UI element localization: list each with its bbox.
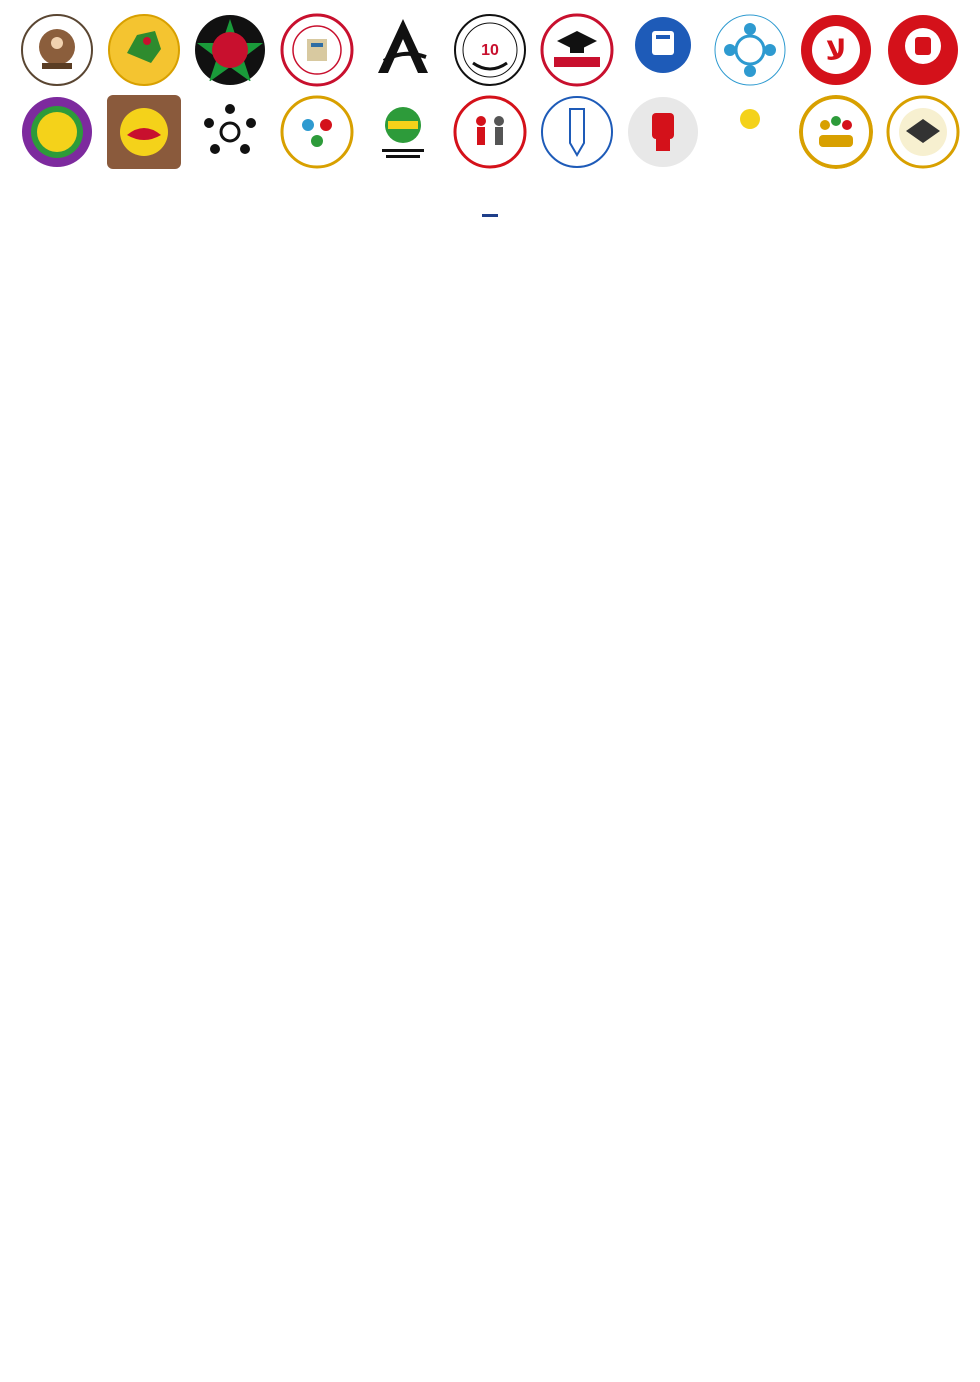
graduates-logo (540, 13, 614, 87)
statement-body (24, 412, 958, 599)
star-people-logo (193, 95, 267, 169)
points-list (24, 412, 958, 598)
pencil-logo (540, 95, 614, 169)
family-yellow-logo (799, 95, 873, 169)
point-number (934, 577, 938, 593)
ncsm-logo (280, 13, 354, 87)
bottom-logo-band (14, 1202, 966, 1364)
point-number (934, 531, 938, 547)
assistant-admin-logo (366, 13, 440, 87)
list-item (24, 574, 938, 597)
svg-text:10: 10 (481, 42, 499, 59)
fne-fist-logo (886, 13, 960, 87)
point-number (934, 415, 938, 431)
elderly-logo (453, 95, 527, 169)
point-number (934, 485, 938, 501)
list-item (24, 412, 938, 435)
coordination-nationale-logo (20, 13, 94, 87)
handshake-logo (107, 95, 181, 169)
anrcapm-logo (107, 13, 181, 87)
page-title (482, 212, 498, 217)
point-number (934, 461, 938, 477)
eagle-logo (886, 95, 960, 169)
jabr-darar-logo (713, 95, 787, 169)
list-item (24, 528, 938, 551)
ministry-logo (366, 95, 440, 169)
point-number (934, 508, 938, 524)
che-logo (626, 13, 700, 87)
list-item (24, 505, 938, 528)
no-fist-logo (799, 13, 873, 87)
page-title-wrapper (0, 202, 980, 221)
family-circle-logo (280, 95, 354, 169)
list-item (24, 551, 938, 574)
top-logo-band (14, 10, 966, 172)
network-circle-logo (713, 13, 787, 87)
svg-text:لا: لا (825, 34, 847, 67)
ten-years-logo (453, 13, 527, 87)
point-number (934, 438, 938, 454)
red-fist-logo (626, 95, 700, 169)
list-item (24, 435, 938, 458)
point-number (934, 554, 938, 570)
list-item (24, 482, 938, 505)
demands-list (0, 314, 980, 344)
cjy-logo (20, 95, 94, 169)
list-item (24, 458, 938, 481)
victims-logo (193, 13, 267, 87)
